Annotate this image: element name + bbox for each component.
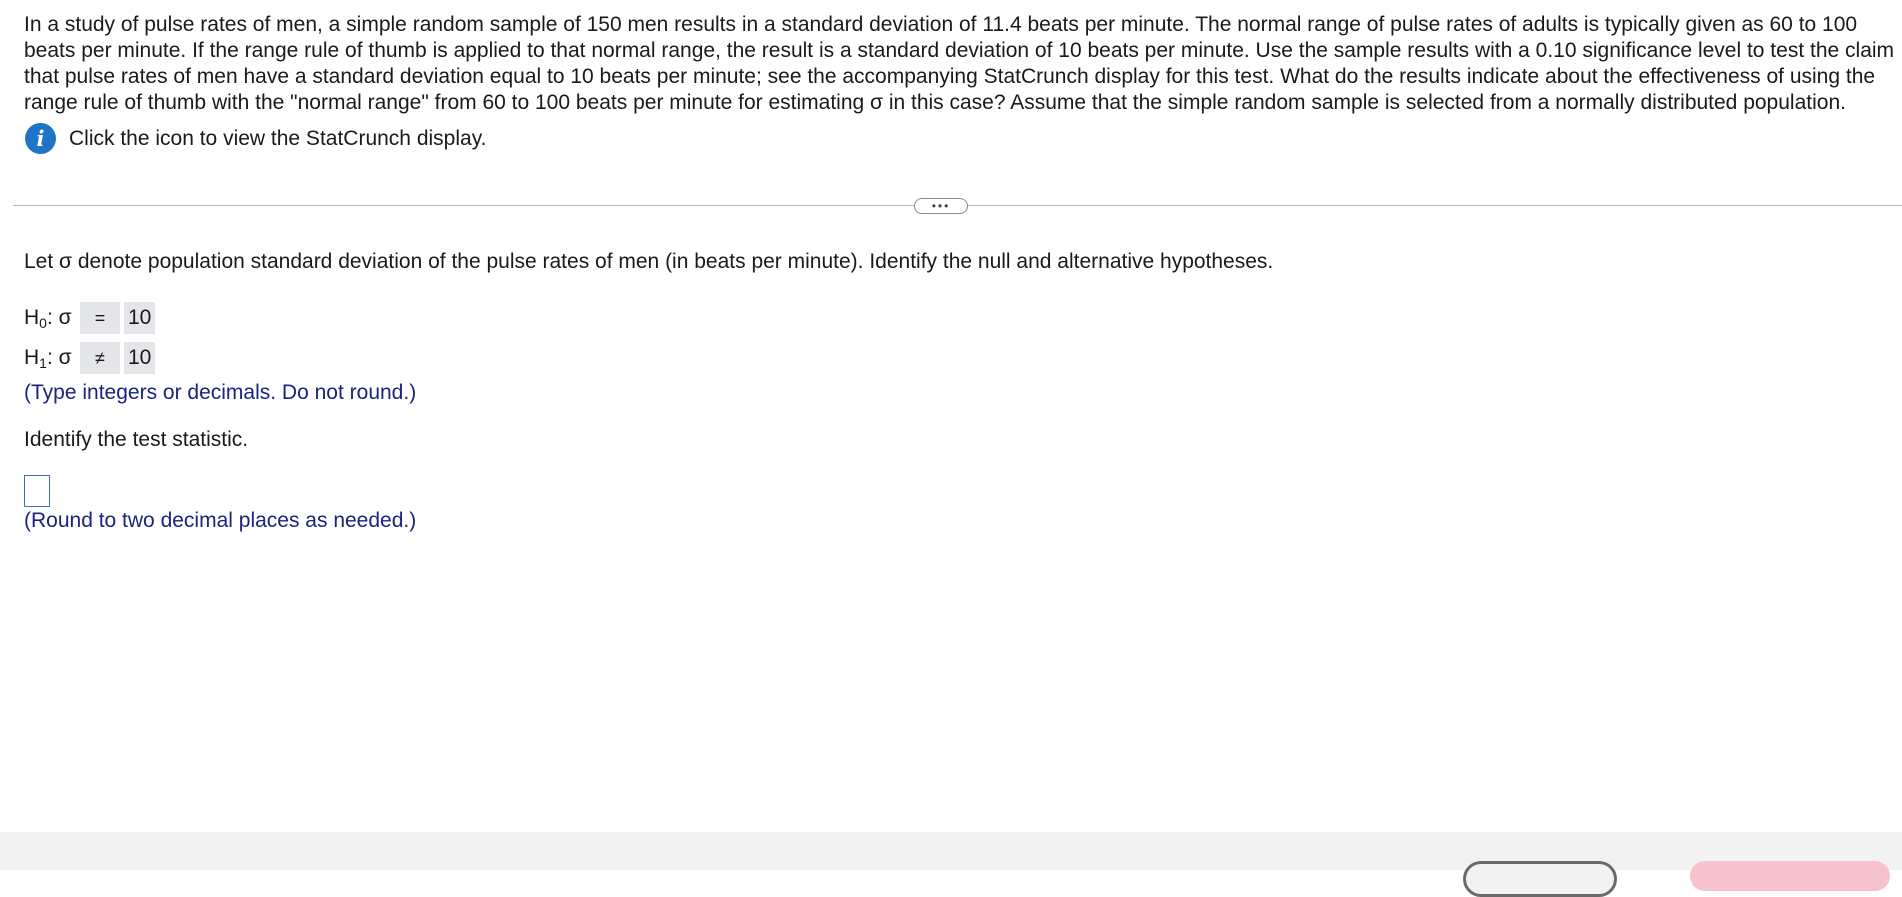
- footer-bar: [0, 832, 1902, 870]
- null-operator-select[interactable]: =: [80, 302, 120, 334]
- footer-secondary-button[interactable]: [1463, 861, 1617, 897]
- alternative-hypothesis-label: $H_1$: σ: [24, 345, 72, 371]
- hypotheses-hint: (Type integers or decimals. Do not round.): [24, 381, 417, 404]
- null-hypothesis-label: $H_0$: σ: [24, 305, 72, 331]
- info-link-text: Click the icon to view the StatCrunch display.: [69, 126, 487, 150]
- alternative-value-input[interactable]: 10: [124, 342, 155, 374]
- info-icon[interactable]: i: [25, 123, 56, 154]
- footer-primary-button[interactable]: [1690, 861, 1890, 891]
- null-value-input[interactable]: 10: [124, 302, 155, 334]
- alternative-hypothesis-row: [24, 342, 155, 374]
- test-statistic-hint: (Round to two decimal places as needed.): [24, 509, 417, 532]
- hypotheses-question: Let σ denote population standard deviation of the pulse rates of men (in beats per minute). Identify the null and alternative hypotheses.: [24, 250, 1274, 273]
- expand-more-button[interactable]: •••: [914, 198, 968, 214]
- alternative-operator-select[interactable]: ≠: [80, 342, 120, 374]
- test-statistic-input[interactable]: [24, 475, 50, 507]
- null-hypothesis-row: [24, 302, 155, 334]
- statcrunch-info-row: [25, 123, 486, 154]
- problem-statement: In a study of pulse rates of men, a simple random sample of 150 men results in a standard deviation of 11.4 beats per minute. The normal range of pulse rates of adults is typically given as 60 to 100 beats per minute. If the range rule of thumb is applied to that normal range, the result is a standard deviation of 10 beats per minute. Use the sample results with a 0.10 significance level to test the claim that pulse rates of men have a standard deviation equal to 10 beats per minute; see the accompanying StatCrunch display for this test. What do the results indicate about the effectiveness of using the range rule of thumb with the "normal range" from 60 to 100 beats per minute for estimating σ in this case? Assume that the simple random sample is selected from a normally distributed population.: [24, 13, 1895, 114]
- test-statistic-prompt: Identify the test statistic.: [24, 428, 249, 451]
